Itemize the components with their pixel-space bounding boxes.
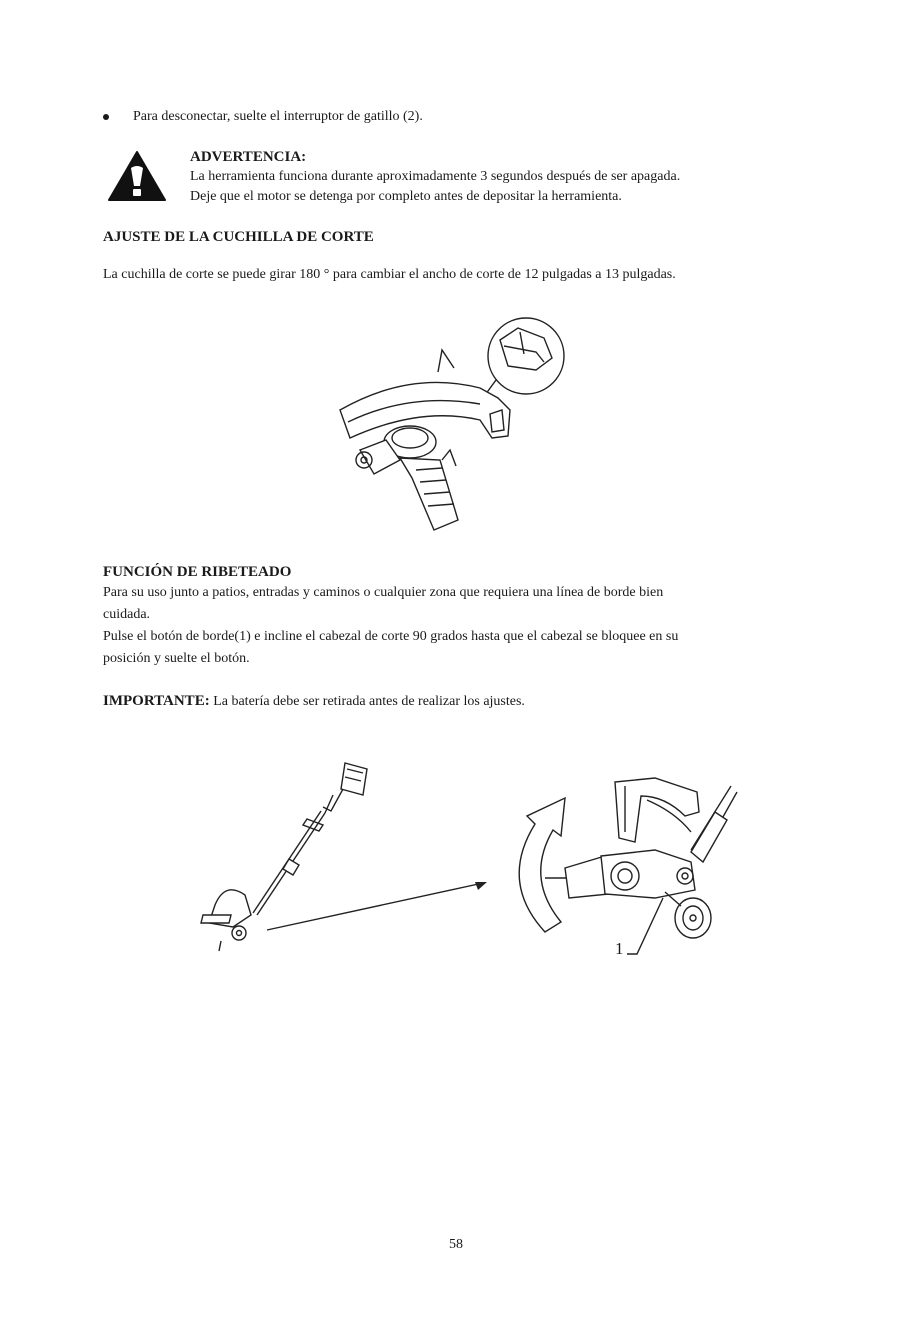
callout-number: 1 <box>615 939 624 958</box>
edging-heading: FUNCIÓN DE RIBETEADO <box>103 564 292 580</box>
important-note <box>103 690 525 713</box>
warning-triangle-icon <box>107 150 167 202</box>
warning-line-1: La herramienta funciona durante aproximadamente 3 segundos después de ser apagada. <box>190 169 681 184</box>
blade-guard-illustration <box>330 310 570 540</box>
blade-text: La cuchilla de corte se puede girar 180 ° para cambiar el ancho de corte de 12 pulgadas a 13 pulgadas. <box>103 267 676 282</box>
bullet-dot <box>103 114 109 120</box>
page-number: 58 <box>449 1237 463 1252</box>
edging-p1-line1: Para su uso junto a patios, entradas y caminos o cualquier zona que requiera una línea de borde bien <box>103 585 664 600</box>
warning-line-2: Deje que el motor se detenga por completo antes de depositar la herramienta. <box>190 189 622 204</box>
warning-title: ADVERTENCIA: <box>190 149 307 165</box>
important-label: IMPORTANTE: <box>103 693 210 709</box>
bullet-text: Para desconectar, suelte el interruptor de gatillo (2). <box>133 109 423 124</box>
important-text: La batería debe ser retirada antes de realizar los ajustes. <box>209 694 525 709</box>
edging-p2-line1: Pulse el botón de borde(1) e incline el cabezal de corte 90 grados hasta que el cabezal se bloquee en su <box>103 629 679 644</box>
connector-arrow <box>265 880 490 935</box>
blade-heading: AJUSTE DE LA CUCHILLA DE CORTE <box>103 229 374 245</box>
edging-p2-line2: posición y suelte el botón. <box>103 651 250 666</box>
edging-head-illustration <box>505 772 750 962</box>
edging-p1-line2: cuidada. <box>103 607 151 622</box>
